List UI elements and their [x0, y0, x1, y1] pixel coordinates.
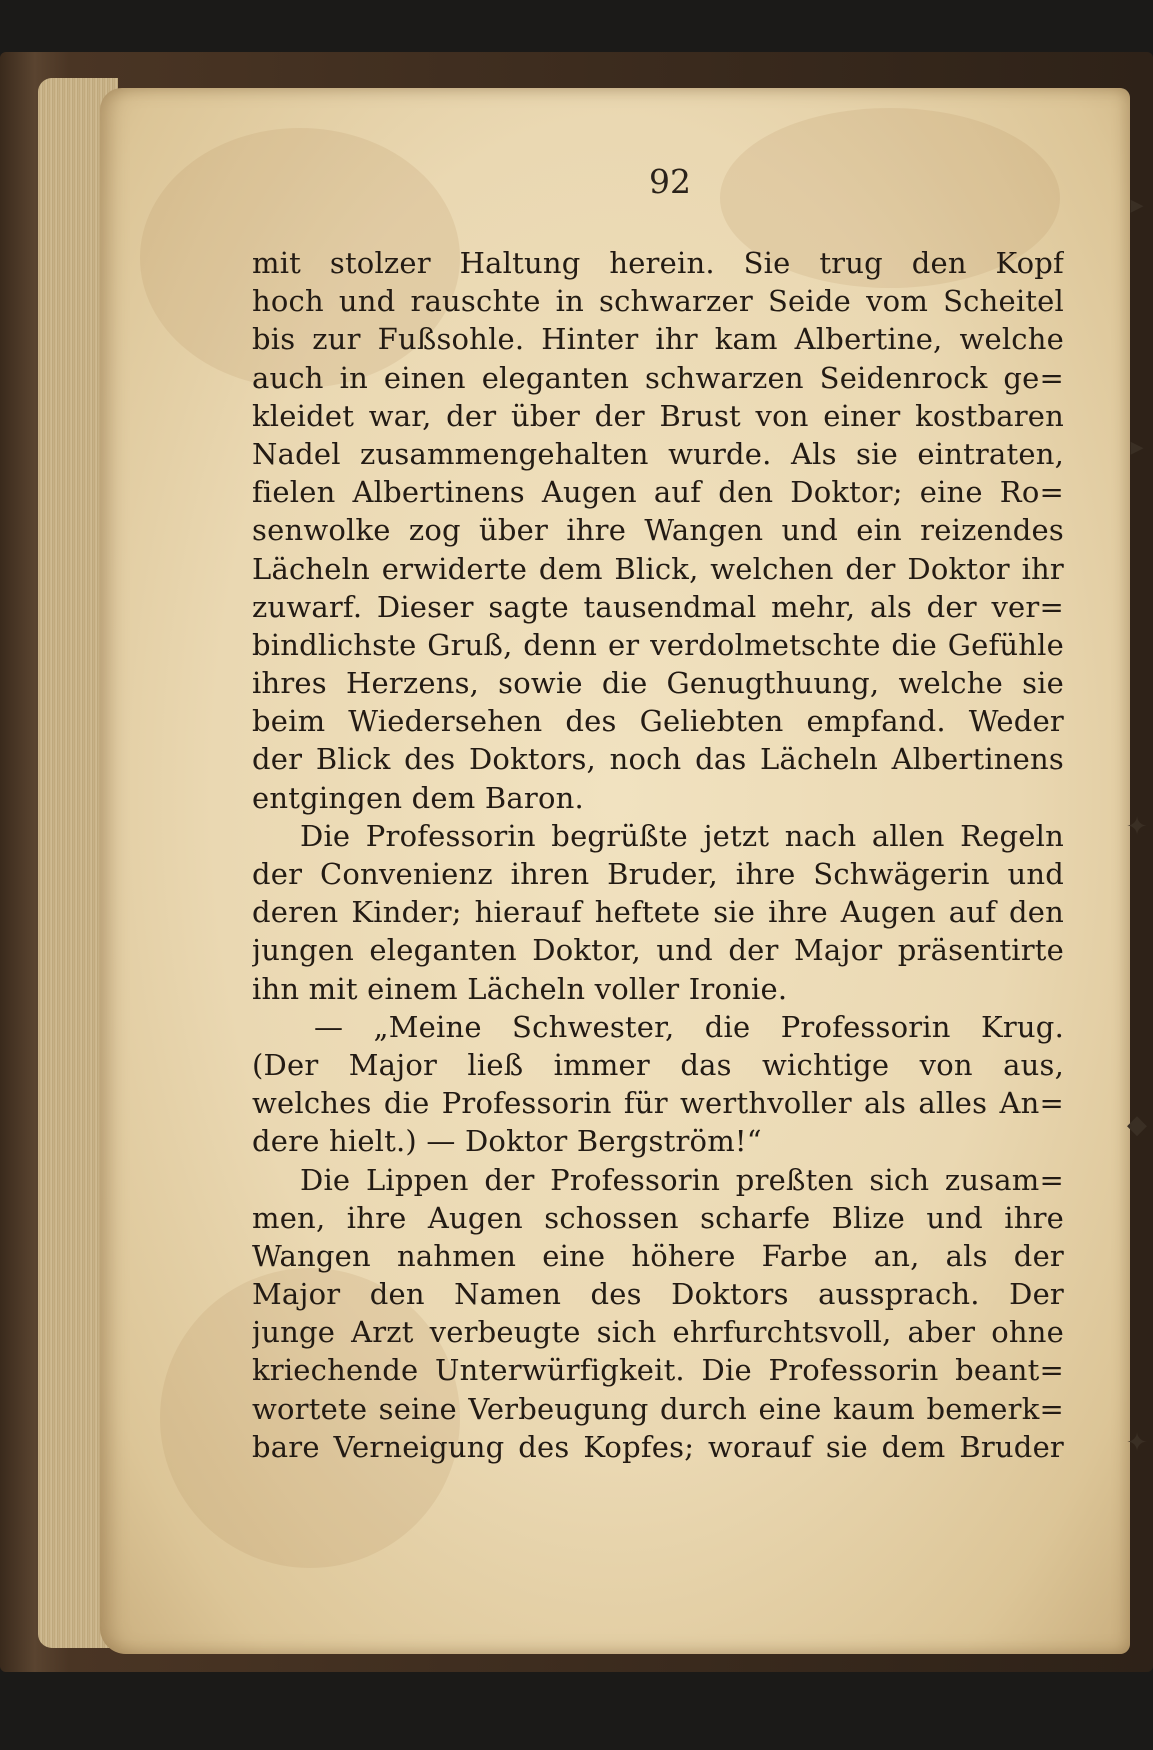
fore-edge-mark: ◆: [1127, 1110, 1147, 1140]
text-line: ihn mit einem Lächeln voller Ironie.: [252, 971, 788, 1006]
text-line: welches die Professorin für werthvoller als alles An=: [252, 1086, 1064, 1121]
text-line: bindlichste Gruß, denn er verdolmetschte die Gefühle: [252, 627, 1064, 662]
text-line: zuwarf. Dieser sagte tausendmal mehr, als der ver=: [252, 589, 1064, 624]
text-line: ihres Herzens, sowie die Genugthuung, welche sie: [252, 666, 1064, 701]
text-line: der Convenienz ihren Bruder, ihre Schwägerin und: [252, 857, 1064, 891]
text-line: Lächeln erwiderte dem Blick, welchen der Doktor ihr: [252, 551, 1064, 586]
text-line: Die Professorin begrüßte jetzt nach allen Regeln: [300, 818, 1064, 853]
fore-edge-mark: ▸: [1130, 432, 1144, 462]
text-line: beim Wiedersehen des Geliebten empfand. Weder: [252, 704, 1064, 739]
text-line: jungen eleganten Doktor, und der Major präsentirte: [252, 933, 1064, 968]
text-line: entgingen dem Baron.: [252, 780, 584, 815]
page-number: 92: [649, 162, 691, 201]
fore-edge-mark: ✦: [1126, 812, 1148, 842]
body-text: [252, 244, 1064, 1466]
text-line: auch in einen eleganten schwarzen Seidenrock ge=: [252, 360, 1064, 395]
text-line: — „Meine Schwester, die Professorin Krug.: [314, 1009, 1064, 1044]
text-line: senwolke zog über ihre Wangen und ein reizendes: [252, 513, 1064, 548]
text-line: kriechende Unterwürfigkeit. Die Professorin beant=: [252, 1353, 1064, 1388]
text-line: (Der Major ließ immer das wichtige von aus,: [252, 1047, 1064, 1082]
text-line: wortete seine Verbeugung durch eine kaum bemerk=: [252, 1391, 1064, 1426]
text-line: bare Verneigung des Kopfes; worauf sie dem Bruder: [252, 1429, 1064, 1464]
text-line: fielen Albertinens Augen auf den Doktor; eine Ro=: [252, 475, 1064, 510]
text-line: deren Kinder; hierauf heftete sie ihre Augen auf den: [252, 895, 1064, 930]
text-line: Major den Namen des Doktors aussprach. Der: [252, 1277, 1064, 1312]
text-line: mit stolzer Haltung herein. Sie trug den Kopf: [252, 246, 1064, 280]
text-line: hoch und rauschte in schwarzer Seide vom Scheitel: [252, 284, 1064, 319]
text-line: Nadel zusammengehalten wurde. Als sie eintraten,: [252, 436, 1064, 471]
text-line: junge Arzt verbeugte sich ehrfurchtsvoll, aber ohne: [252, 1315, 1064, 1350]
fore-edge-mark: ✦: [1126, 1428, 1148, 1458]
text-line: der Blick des Doktors, noch das Lächeln Albertinens: [252, 742, 1064, 777]
fore-edge-mark: ▸: [1130, 190, 1144, 220]
text-line: Die Lippen der Professorin preßten sich zusam=: [300, 1162, 1064, 1197]
text-line: dere hielt.) — Doktor Bergström!“: [252, 1124, 762, 1159]
text-line: kleidet war, der über der Brust von einer kostbaren: [252, 398, 1064, 433]
text-line: bis zur Fußsohle. Hinter ihr kam Albertine, welche: [252, 322, 1064, 357]
text-line: Wangen nahmen eine höhere Farbe an, als der: [252, 1238, 1064, 1273]
text-line: men, ihre Augen schossen scharfe Blize und ihre: [252, 1200, 1064, 1235]
